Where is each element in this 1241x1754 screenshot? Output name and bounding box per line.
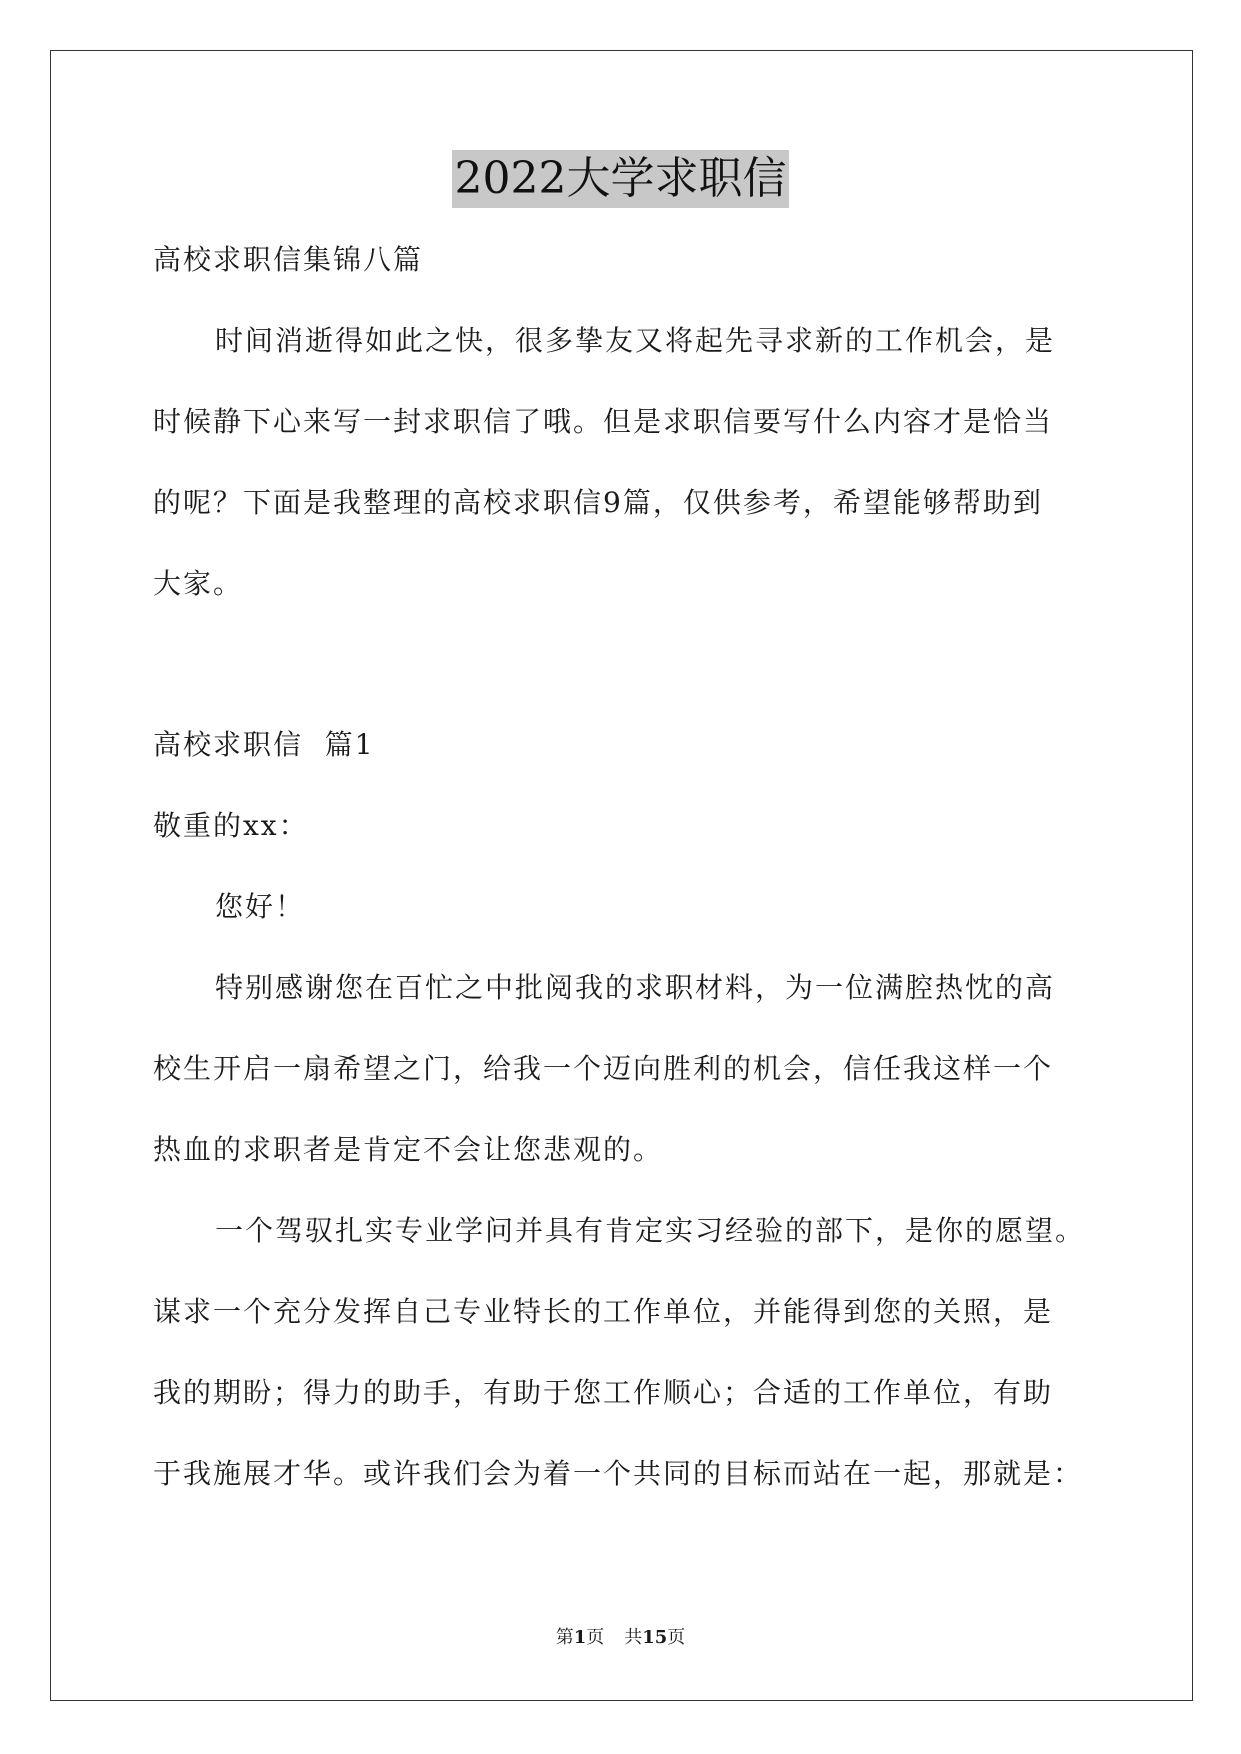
paragraph-line: 一个驾驭扎实专业学问并具有肯定实习经验的部下，是你的愿望。 — [215, 1214, 1086, 1247]
intro-line: 时间消逝得如此之快，很多挚友又将起先寻求新的工作机会，是 — [215, 324, 1056, 357]
page-prefix: 第 — [555, 1627, 574, 1648]
paragraph-line: 校生开启一扇希望之门，给我一个迈向胜利的机会，信任我这样一个 — [153, 1052, 1054, 1085]
salutation: 敬重的xx： — [153, 809, 309, 842]
document-title: 2022大学求职信 — [452, 150, 790, 208]
page-number: 1 — [573, 1627, 587, 1648]
paragraph-line: 我的期盼；得力的助手，有助于您工作顺心；合适的工作单位，有助 — [153, 1376, 1054, 1409]
paragraph-line: 特别感谢您在百忙之中批阅我的求职材料，为一位满腔热忱的高 — [215, 971, 1056, 1004]
total-pages: 15 — [642, 1627, 668, 1648]
paragraph-line: 热血的求职者是肯定不会让您悲观的。 — [153, 1133, 664, 1166]
page-footer — [0, 1626, 1241, 1650]
paragraph-line: 于我施展才华。或许我们会为着一个共同的目标而站在一起，那就是： — [153, 1457, 1084, 1490]
page-suffix: 页 — [586, 1627, 605, 1648]
document-subtitle: 高校求职信集锦八篇 — [153, 243, 424, 276]
total-suffix: 页 — [667, 1627, 686, 1648]
intro-line: 的呢？下面是我整理的高校求职信9篇，仅供参考，希望能够帮助到 — [153, 486, 1043, 519]
title-container — [0, 150, 1241, 208]
greeting: 您好！ — [215, 890, 306, 923]
paragraph-line: 谋求一个充分发挥自己专业特长的工作单位，并能得到您的关照，是 — [153, 1295, 1054, 1328]
total-prefix: 共 — [624, 1627, 643, 1648]
paragraph-gap — [153, 645, 1093, 725]
section-heading: 高校求职信 篇1 — [153, 728, 375, 761]
document-body — [153, 240, 1093, 1535]
intro-line: 时候静下心来写一封求职信了哦。但是求职信要写什么内容才是恰当 — [153, 405, 1054, 438]
intro-line: 大家。 — [153, 567, 244, 600]
